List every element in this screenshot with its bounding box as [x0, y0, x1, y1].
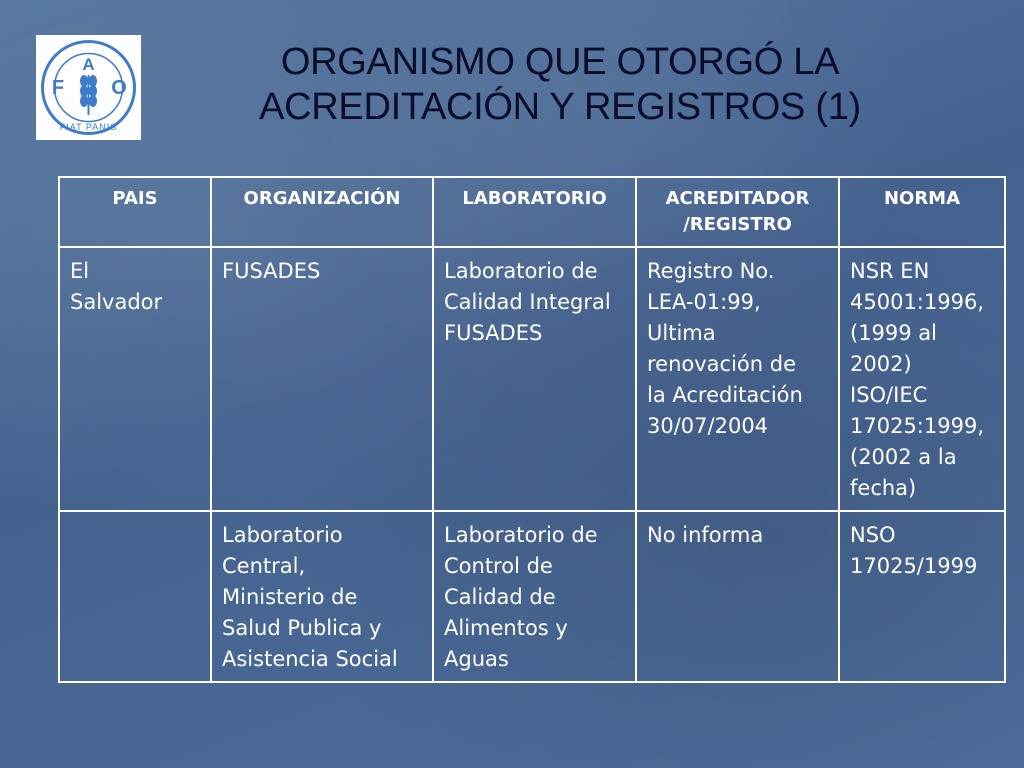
cell-organizacion: Laboratorio Central, Ministerio de Salud Publica y Asistencia Social — [222, 523, 398, 671]
header-label: LABORATORIO — [462, 188, 607, 209]
header-label: NORMA — [883, 188, 961, 209]
title-line-1: ORGANISMO QUE OTORGÓ LA — [280, 41, 840, 83]
title-line-2: ACREDITACIÓN Y REGISTROS (1) — [259, 86, 861, 128]
cell-acreditador: Registro No. LEA-01:99, Ultima renovación de la Acreditación 30/07/2004 — [647, 259, 803, 438]
table-cell — [433, 247, 636, 511]
table-cell — [59, 247, 211, 511]
table-cell — [839, 511, 1005, 682]
cell-laboratorio: Laboratorio de Control de Calidad de Alimentos y Aguas — [444, 523, 598, 671]
wheat-ear-icon — [81, 75, 96, 115]
table-header-row — [59, 177, 1005, 247]
table-row — [59, 511, 1005, 682]
cell-laboratorio: Laboratorio de Calidad Integral FUSADES — [444, 259, 611, 345]
cell-organizacion: FUSADES — [222, 259, 321, 283]
cell-pais: El Salvador — [70, 259, 163, 314]
fao-logo — [36, 35, 141, 140]
fao-emblem-icon — [36, 35, 141, 140]
table-cell — [433, 511, 636, 682]
table-cell — [211, 511, 433, 682]
logo-letter-o: O — [111, 77, 127, 99]
table-cell — [839, 247, 1005, 511]
cell-acreditador: No informa — [647, 523, 764, 547]
logo-letter-a: A — [82, 55, 95, 74]
header-label: PAIS — [112, 188, 158, 209]
cell-norma: NSR EN 45001:1996, (1999 al 2002) ISO/IEC 17025:1999, (2002 a la fecha) — [850, 259, 984, 500]
header-label: ORGANIZACIÓN — [243, 188, 401, 209]
header-organizacion — [211, 177, 433, 247]
table-cell — [636, 511, 839, 682]
table-cell — [59, 511, 211, 682]
table-cell — [211, 247, 433, 511]
cell-norma: NSO 17025/1999 — [850, 523, 978, 578]
logo-letter-f: F — [51, 77, 65, 99]
table-cell — [636, 247, 839, 511]
header-label: ACREDITADOR /REGISTRO — [665, 188, 810, 235]
header-laboratorio — [433, 177, 636, 247]
slide-title — [210, 40, 910, 130]
header-pais — [59, 177, 211, 247]
accreditation-table — [58, 176, 1006, 683]
table-row — [59, 247, 1005, 511]
header-norma — [839, 177, 1005, 247]
header-acreditador-registro — [636, 177, 839, 247]
logo-motto: FIAT PANIS — [59, 122, 118, 132]
